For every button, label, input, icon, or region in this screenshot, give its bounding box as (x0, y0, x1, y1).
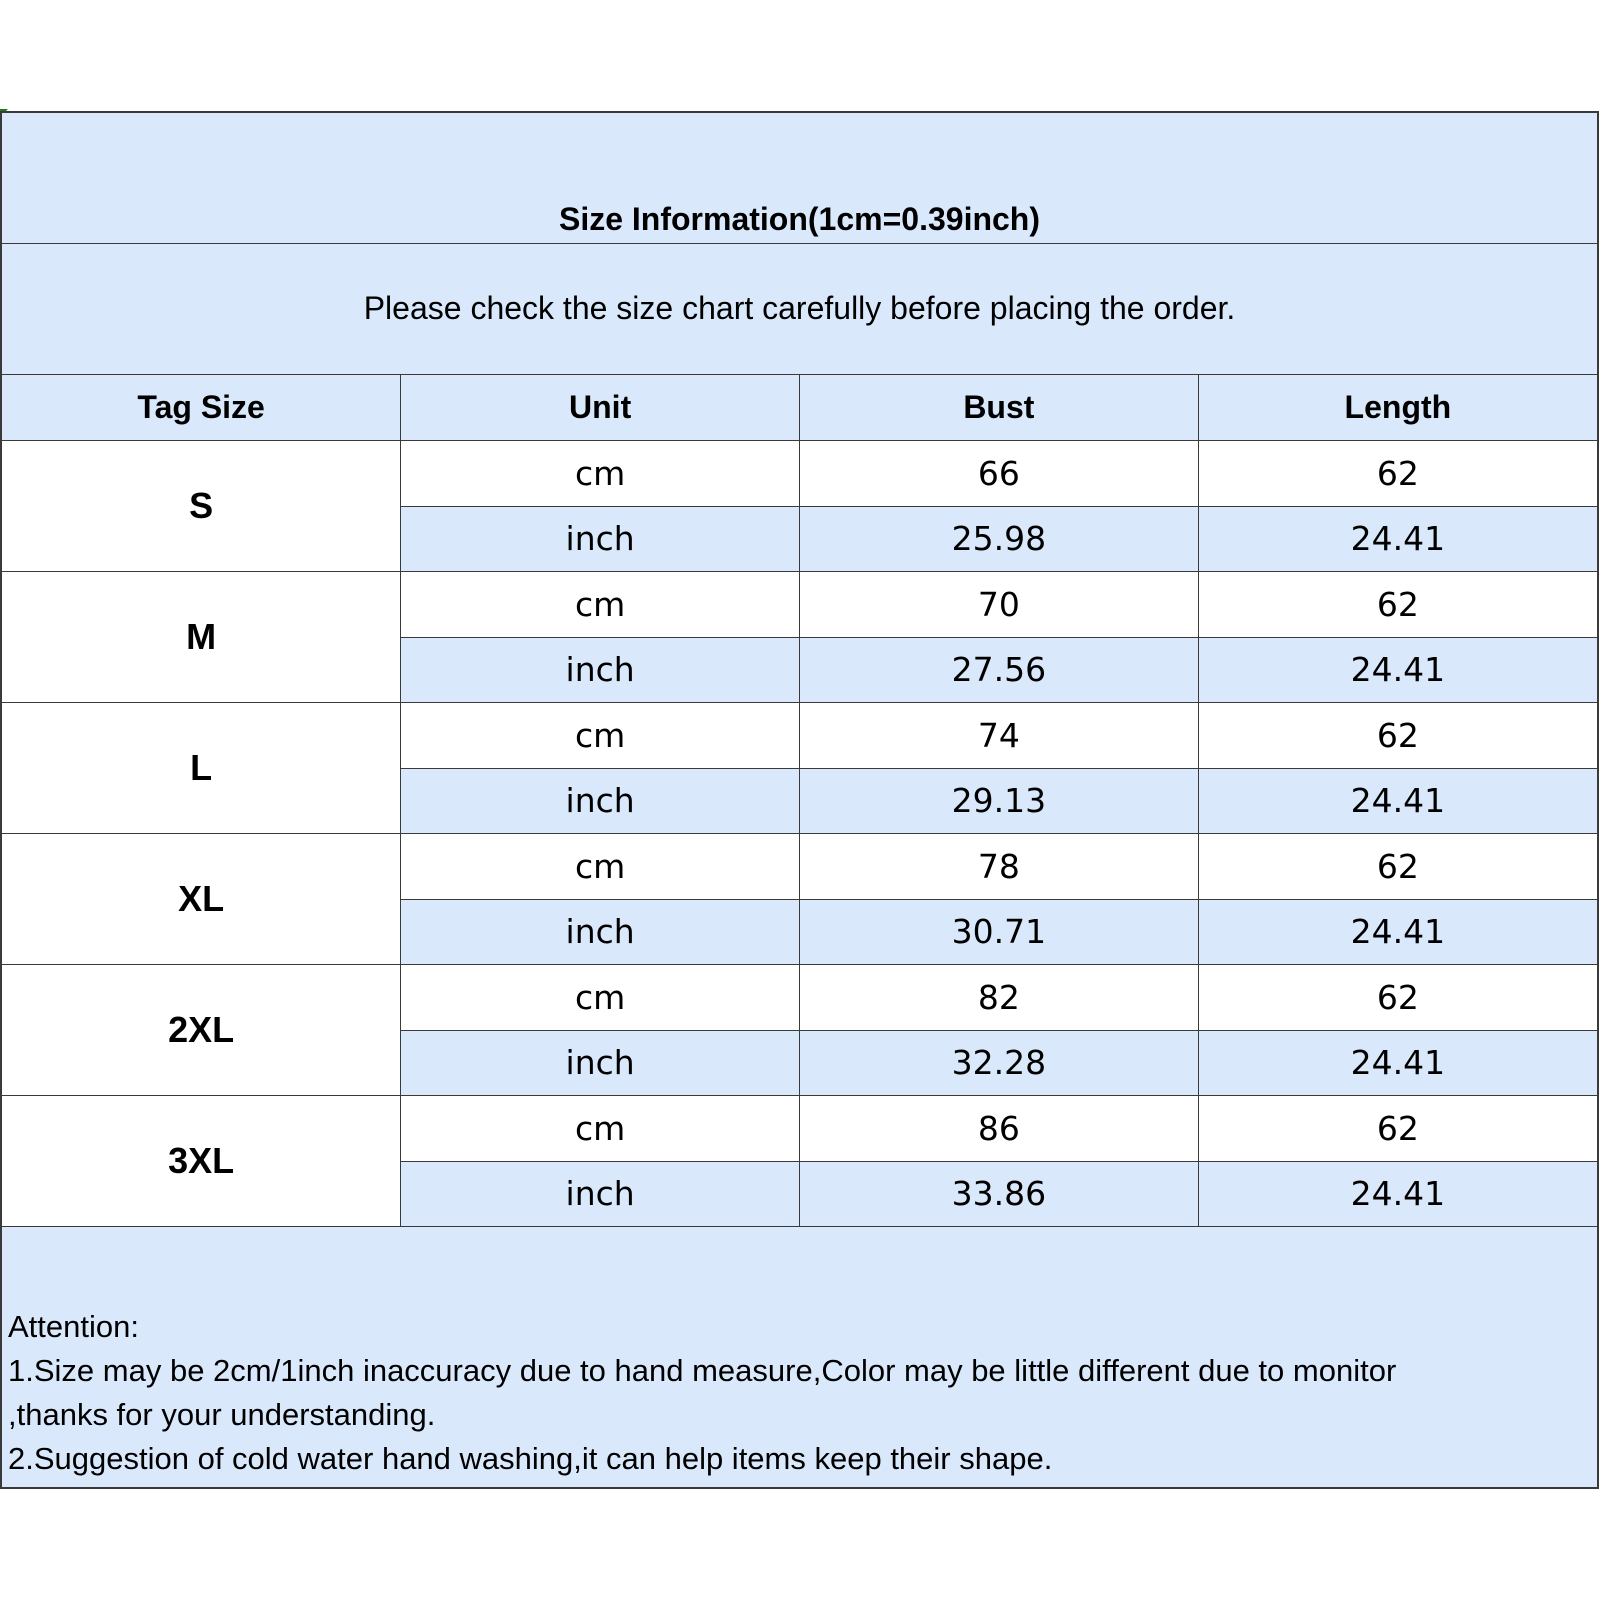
tag-size-cell: 3XL (2, 1096, 401, 1227)
unit-cell: cm (401, 965, 800, 1031)
header-bust: Bust (800, 375, 1199, 441)
unit-cell: cm (401, 572, 800, 638)
header-tag-size: Tag Size (2, 375, 401, 441)
attention-line: ,thanks for your understanding. (8, 1397, 436, 1432)
size-table (2, 375, 1597, 1227)
bust-cell: 32.28 (800, 1030, 1199, 1096)
unit-cell: cm (401, 1096, 800, 1162)
bust-cell: 74 (800, 703, 1199, 769)
table-row (2, 965, 1597, 1031)
attention-heading: Attention: (8, 1309, 139, 1344)
table-header-row (2, 375, 1597, 441)
length-cell: 24.41 (1198, 637, 1597, 703)
bust-cell: 82 (800, 965, 1199, 1031)
length-cell: 62 (1198, 834, 1597, 900)
unit-cell: cm (401, 834, 800, 900)
size-chart (0, 111, 1599, 1489)
length-cell: 62 (1198, 965, 1597, 1031)
bust-cell: 78 (800, 834, 1199, 900)
header-unit: Unit (401, 375, 800, 441)
tag-size-cell: XL (2, 834, 401, 965)
unit-cell: inch (401, 1030, 800, 1096)
tag-size-cell: S (2, 441, 401, 572)
length-cell: 62 (1198, 572, 1597, 638)
size-chart-notice: Please check the size chart carefully before placing the order. (363, 290, 1236, 326)
size-chart-title: Size Information(1cm=0.39inch) (558, 201, 1040, 237)
length-cell: 62 (1198, 441, 1597, 507)
unit-cell: inch (401, 506, 800, 572)
notice-row (2, 244, 1597, 375)
unit-cell: inch (401, 899, 800, 965)
unit-cell: cm (401, 703, 800, 769)
length-cell: 24.41 (1198, 1030, 1597, 1096)
attention-line: 1.Size may be 2cm/1inch inaccuracy due to hand measure,Color may be little different due to monitor (8, 1353, 1397, 1388)
bust-cell: 30.71 (800, 899, 1199, 965)
length-cell: 24.41 (1198, 768, 1597, 834)
length-cell: 62 (1198, 1096, 1597, 1162)
bust-cell: 27.56 (800, 637, 1199, 703)
table-body (2, 441, 1597, 1227)
length-cell: 24.41 (1198, 506, 1597, 572)
attention-line: 2.Suggestion of cold water hand washing,it can help items keep their shape. (8, 1441, 1053, 1476)
table-row (2, 834, 1597, 900)
bust-cell: 29.13 (800, 768, 1199, 834)
length-cell: 24.41 (1198, 1161, 1597, 1227)
bust-cell: 33.86 (800, 1161, 1199, 1227)
tag-size-cell: M (2, 572, 401, 703)
length-cell: 24.41 (1198, 899, 1597, 965)
table-row (2, 441, 1597, 507)
unit-cell: inch (401, 637, 800, 703)
header-length: Length (1198, 375, 1597, 441)
title-row (2, 113, 1597, 244)
attention-notes (8, 1305, 1577, 1481)
bust-cell: 70 (800, 572, 1199, 638)
tag-size-cell: 2XL (2, 965, 401, 1096)
table-row (2, 1096, 1597, 1162)
bust-cell: 25.98 (800, 506, 1199, 572)
bust-cell: 86 (800, 1096, 1199, 1162)
table-row (2, 703, 1597, 769)
tag-size-cell: L (2, 703, 401, 834)
table-row (2, 572, 1597, 638)
bust-cell: 66 (800, 441, 1199, 507)
unit-cell: cm (401, 441, 800, 507)
unit-cell: inch (401, 768, 800, 834)
length-cell: 62 (1198, 703, 1597, 769)
unit-cell: inch (401, 1161, 800, 1227)
